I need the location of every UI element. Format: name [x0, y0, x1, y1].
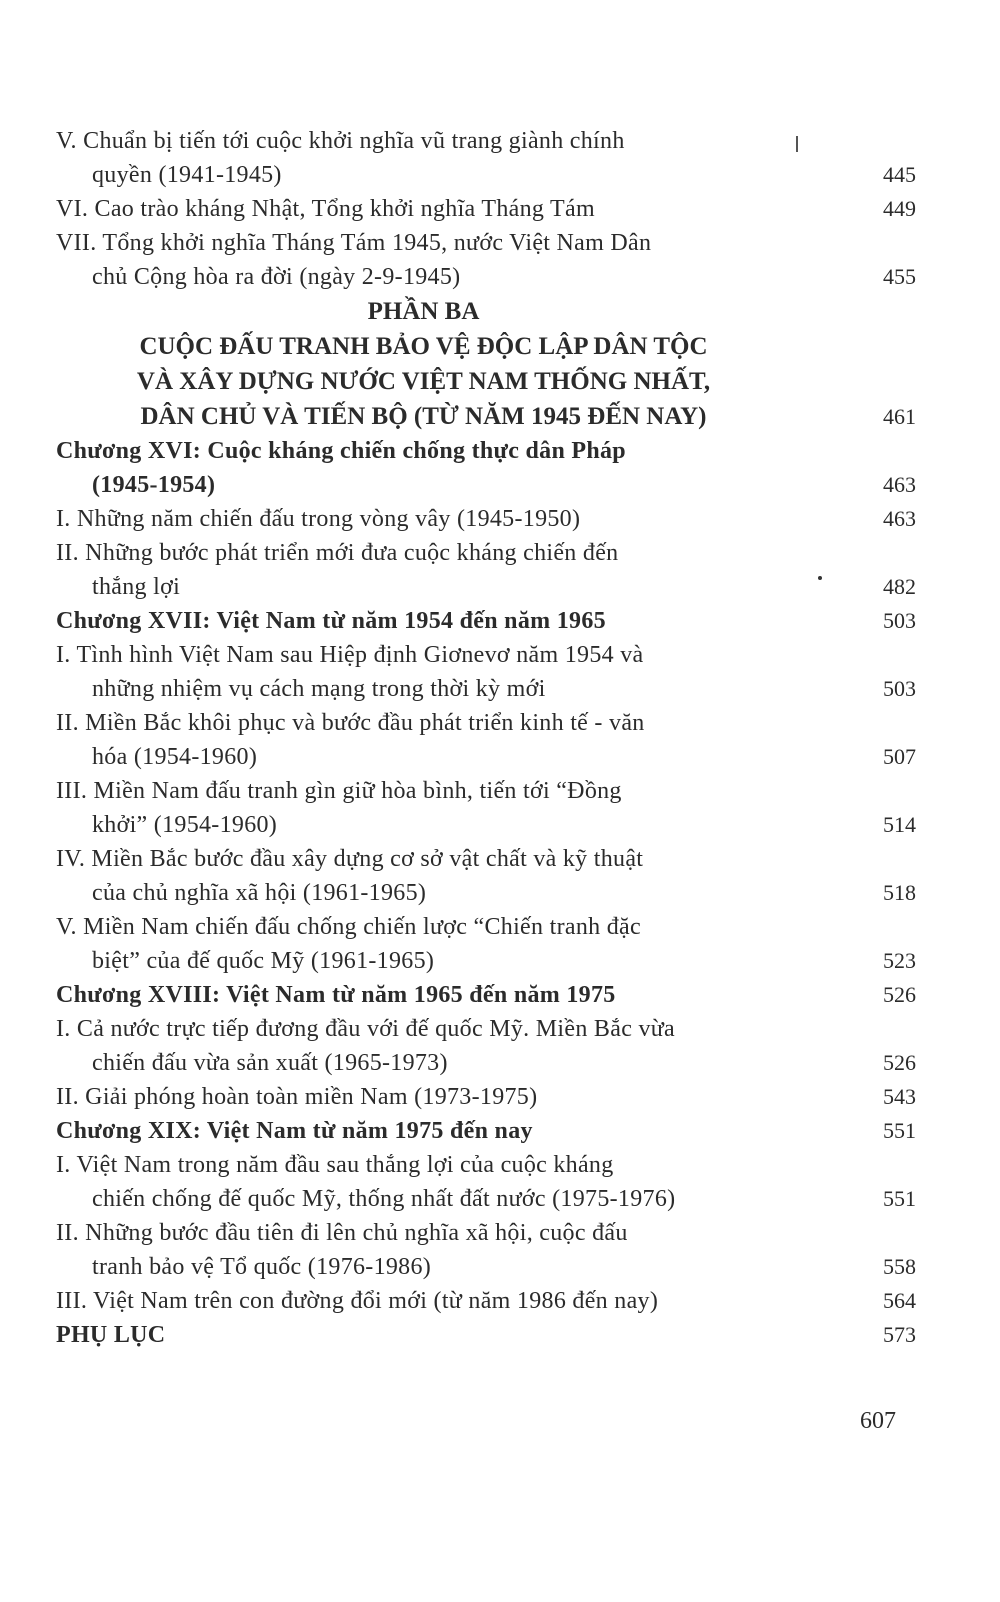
- entry-text-cont: chiến chống đế quốc Mỹ, thống nhất đất nước (1975-1976): [92, 1186, 676, 1212]
- part-heading: [56, 294, 916, 434]
- appendix-heading: [56, 1318, 916, 1352]
- page-ref: 573: [883, 1322, 916, 1347]
- entry-text-cont: của chủ nghĩa xã hội (1961-1965): [92, 880, 427, 906]
- entry-text: II. Miền Bắc khôi phục và bước đầu phát triển kinh tế - văn: [56, 710, 645, 736]
- page-ref: 503: [883, 608, 916, 633]
- entry-text-cont: chủ Cộng hòa ra đời (ngày 2-9-1945): [92, 264, 461, 290]
- entry-text: I. Những năm chiến đấu trong vòng vây (1945-1950): [56, 506, 581, 532]
- chapter-heading: [56, 1114, 916, 1148]
- toc-entry: [56, 706, 916, 774]
- toc-entry: [56, 1080, 916, 1114]
- chapter-title: Chương XIX: Việt Nam từ năm 1975 đến nay: [56, 1118, 533, 1144]
- chapter-heading: [56, 604, 916, 638]
- page-ref: 514: [883, 812, 916, 837]
- entry-text: V. Miền Nam chiến đấu chống chiến lược “Chiến tranh đặc: [56, 914, 641, 940]
- page-ref: 455: [883, 264, 916, 289]
- page-ref: 503: [883, 676, 916, 701]
- page-ref: 526: [883, 982, 916, 1007]
- toc-entry: [56, 1284, 916, 1318]
- page-ref: 551: [883, 1118, 916, 1143]
- entry-text-cont: thắng lợi: [92, 574, 181, 600]
- page-ref: 526: [883, 1050, 916, 1075]
- part-subtitle-line: DÂN CHỦ VÀ TIẾN BỘ (TỪ NĂM 1945 ĐẾN NAY): [140, 403, 707, 430]
- page-ref: 461: [883, 404, 916, 429]
- entry-text-cont: tranh bảo vệ Tổ quốc (1976-1986): [92, 1254, 432, 1280]
- toc-entry: [56, 502, 916, 536]
- entry-text: I. Cả nước trực tiếp đương đầu với đế quốc Mỹ. Miền Bắc vừa: [56, 1016, 676, 1042]
- entry-text: I. Tình hình Việt Nam sau Hiệp định Giơnevơ năm 1954 và: [56, 642, 644, 668]
- page-ref: 523: [883, 948, 916, 973]
- toc-entry: [56, 1216, 916, 1284]
- page-ref: 564: [883, 1288, 916, 1313]
- toc-entry: [56, 226, 916, 294]
- toc-entry: [56, 842, 916, 910]
- chapter-heading: [56, 434, 916, 502]
- page-ref: 518: [883, 880, 916, 905]
- entry-text: III. Miền Nam đấu tranh gìn giữ hòa bình, tiến tới “Đồng: [56, 778, 622, 804]
- page-ref: 482: [883, 574, 916, 599]
- part-subtitle-line: VÀ XÂY DỰNG NƯỚC VIỆT NAM THỐNG NHẤT,: [136, 368, 711, 395]
- toc-entry: [56, 536, 916, 604]
- entry-text-cont: những nhiệm vụ cách mạng trong thời kỳ mới: [92, 676, 546, 702]
- entry-text: II. Những bước phát triển mới đưa cuộc kháng chiến đến: [56, 540, 619, 566]
- page-ref: 507: [883, 744, 916, 769]
- entry-text: VII. Tổng khởi nghĩa Tháng Tám 1945, nước Việt Nam Dân: [56, 230, 652, 256]
- toc-entry: [56, 1148, 916, 1216]
- entry-text: II. Giải phóng hoàn toàn miền Nam (1973-1975): [56, 1084, 538, 1110]
- entry-text: V. Chuẩn bị tiến tới cuộc khởi nghĩa vũ trang giành chính: [56, 128, 625, 154]
- entry-text-cont: chiến đấu vừa sản xuất (1965-1973): [92, 1050, 448, 1076]
- page-ref: 543: [883, 1084, 916, 1109]
- entry-text: VI. Cao trào kháng Nhật, Tổng khởi nghĩa Tháng Tám: [56, 196, 595, 222]
- toc-entry: [56, 774, 916, 842]
- appendix-title: PHỤ LỤC: [56, 1322, 166, 1348]
- toc-entry: [56, 1012, 916, 1080]
- chapter-title-cont: (1945-1954): [92, 472, 216, 498]
- entry-text: IV. Miền Bắc bước đầu xây dựng cơ sở vật chất và kỹ thuật: [56, 846, 644, 872]
- entry-text-cont: biệt” của đế quốc Mỹ (1961-1965): [92, 948, 435, 974]
- toc-entry: [56, 192, 916, 226]
- page-ref: 463: [883, 472, 916, 497]
- part-title: PHẦN BA: [367, 298, 480, 325]
- page-ref: 445: [883, 162, 916, 187]
- entry-text-cont: quyền (1941-1945): [92, 162, 282, 188]
- chapter-title: Chương XVI: Cuộc kháng chiến chống thực dân Pháp: [56, 438, 626, 464]
- entry-text: I. Việt Nam trong năm đầu sau thắng lợi của cuộc kháng: [56, 1152, 614, 1178]
- page-ref: 558: [883, 1254, 916, 1279]
- chapter-title: Chương XVIII: Việt Nam từ năm 1965 đến năm 1975: [56, 982, 616, 1008]
- toc-entry: [56, 124, 916, 192]
- part-subtitle-line: CUỘC ĐẤU TRANH BẢO VỆ ĐỘC LẬP DÂN TỘC: [139, 333, 708, 360]
- toc-entry: [56, 910, 916, 978]
- entry-text: II. Những bước đầu tiên đi lên chủ nghĩa xã hội, cuộc đấu: [56, 1220, 628, 1246]
- table-of-contents: [56, 124, 916, 1352]
- chapter-heading: [56, 978, 916, 1012]
- chapter-title: Chương XVII: Việt Nam từ năm 1954 đến năm 1965: [56, 608, 606, 634]
- page-ref: 463: [883, 506, 916, 531]
- entry-text-cont: hóa (1954-1960): [92, 744, 258, 770]
- page-ref: 449: [883, 196, 916, 221]
- entry-text: III. Việt Nam trên con đường đổi mới (từ năm 1986 đến nay): [56, 1288, 659, 1314]
- toc-entry: [56, 638, 916, 706]
- page-number: 607: [860, 1408, 896, 1434]
- page-ref: 551: [883, 1186, 916, 1211]
- entry-text-cont: khởi” (1954-1960): [92, 812, 278, 838]
